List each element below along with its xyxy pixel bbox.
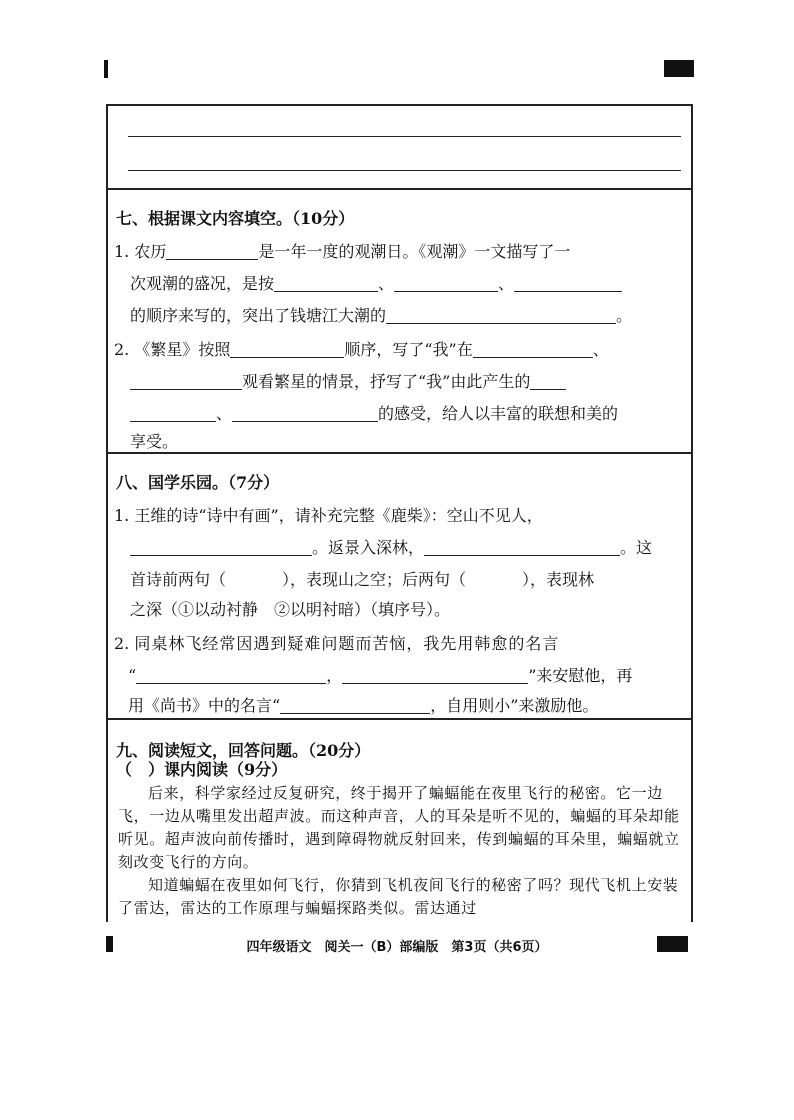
fill-blank[interactable] xyxy=(514,275,622,292)
question-8-2-line-3: 用《尚书》中的名言“ ，自用则小”来激励他。 xyxy=(128,696,599,715)
question-8-1-line-1: 1. 王维的诗“诗中有画”，请补充完整《鹿柴》：空山不见人， xyxy=(114,506,543,525)
fill-blank[interactable] xyxy=(424,539,620,556)
section-7 xyxy=(108,190,691,454)
question-8-1-line-4: 之深（①以动衬静 ②以明衬暗）（填序号）。 xyxy=(130,600,451,619)
section-7-title: 七、根据课文内容填空。（10分） xyxy=(116,209,355,228)
fill-blank[interactable] xyxy=(274,275,378,292)
fill-blank[interactable] xyxy=(130,373,242,390)
fill-blank[interactable] xyxy=(136,667,326,684)
question-7-1-line-3: 的顺序来写的，突出了钱塘江大潮的 。 xyxy=(130,306,633,325)
exam-sheet xyxy=(106,104,693,922)
section-9-subtitle: （ ）课内阅读（9分） xyxy=(116,760,288,779)
question-7-1-line-2: 次观潮的盛况，是按 、 、 xyxy=(130,274,685,294)
question-7-2-line-4: 享受。 xyxy=(130,432,179,451)
registration-mark-top-left xyxy=(104,60,108,78)
fill-blank[interactable] xyxy=(342,667,528,684)
question-7-2-line-2: 观看繁星的情景，抒写了“我”由此产生的 xyxy=(130,372,685,392)
question-8-1-line-3: 首诗前两句（ ），表现山之空；后两句（ ），表现林 xyxy=(130,570,595,589)
passage-paragraph: 后来，科学家经过反复研究，终于揭开了蝙蝠能在夜里飞行的秘密。它一边飞，一边从嘴里发出超声波。而这种声音，人的耳朵是听不见的，蝙蝠的耳朵却能听见。超声波向前传播时，遇到障碍物就反射回来，传到蝙蝠的耳朵里，蝙蝠就立刻改变飞行的方向。 xyxy=(118,784,680,871)
question-7-1-line-1: 1. 农历 是一年一度的观潮日。《观潮》一文描写了一 xyxy=(114,242,571,261)
answer-line[interactable] xyxy=(128,170,681,171)
question-number: 2. xyxy=(114,340,130,359)
reading-passage xyxy=(118,782,685,920)
section-9-title: 九、阅读短文，回答问题。（20分） xyxy=(116,741,371,760)
question-7-2-line-1: 2. 《繁星》按照 顺序，写了“我”在 、 xyxy=(114,340,609,359)
fill-blank[interactable] xyxy=(530,373,566,390)
fill-blank[interactable] xyxy=(386,307,616,324)
fill-blank[interactable] xyxy=(473,341,593,358)
question-8-2-line-2: “ ， ”来安慰他，再 xyxy=(128,666,633,685)
fill-blank[interactable] xyxy=(394,275,498,292)
answer-area-continued xyxy=(108,106,691,190)
question-8-2-line-1: 2. 同桌林飞经常因遇到疑难问题而苦恼，我先用韩愈的名言 xyxy=(114,634,560,653)
answer-line[interactable] xyxy=(128,136,681,137)
page-footer: 四年级语文 阅关一（B）部编版 第3页（共6页） xyxy=(246,940,548,955)
fill-blank[interactable] xyxy=(230,341,344,358)
fill-blank[interactable] xyxy=(166,243,258,260)
section-8 xyxy=(108,454,691,720)
passage-paragraph: 知道蝙蝠在夜里如何飞行，你猜到飞机夜间飞行的秘密了吗？现代飞机上安装了雷达，雷达的工作原理与蝙蝠探路类似。雷达通过 xyxy=(118,876,679,917)
fill-blank[interactable] xyxy=(130,539,312,556)
registration-mark-top-right xyxy=(664,60,694,77)
fill-blank[interactable] xyxy=(130,405,216,422)
question-7-2-line-3: 、 的感受，给人以丰富的联想和美的 xyxy=(130,404,685,424)
section-8-title: 八、国学乐园。（7分） xyxy=(116,473,280,492)
question-8-1-line-2: 。返景入深林， 。这 xyxy=(130,538,685,558)
fill-blank[interactable] xyxy=(232,405,378,422)
section-9 xyxy=(108,720,691,924)
question-number: 1. xyxy=(114,242,130,261)
fill-blank[interactable] xyxy=(280,697,430,714)
question-number: 2. xyxy=(114,634,130,653)
question-number: 1. xyxy=(114,506,130,525)
